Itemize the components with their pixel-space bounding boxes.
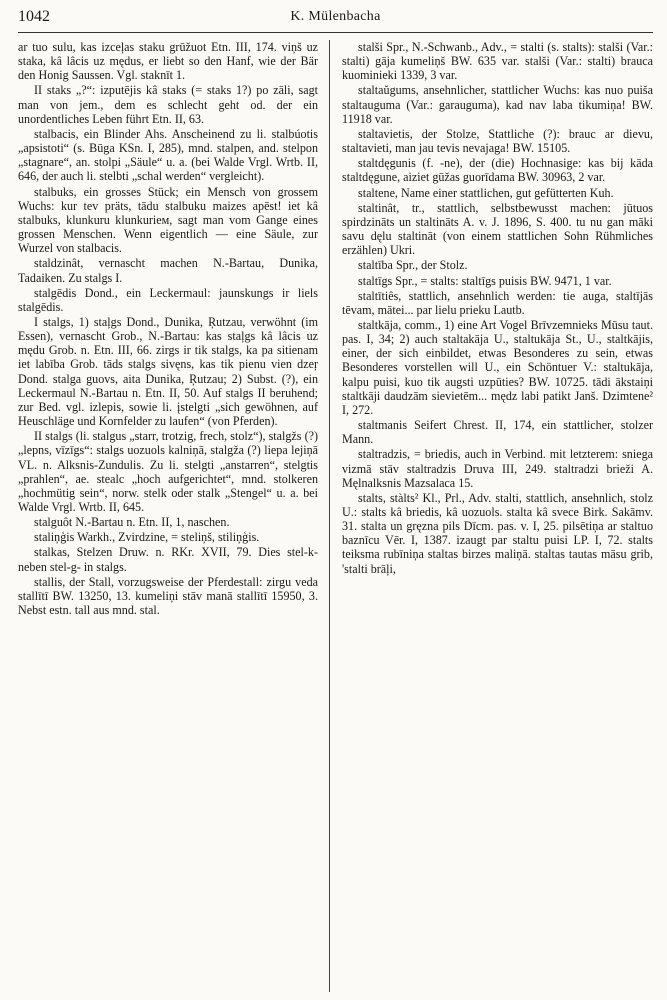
dictionary-entry: stalši Spr., N.-Schwanb., Adv., = stalti (s. stalts): stalši (Var.: stalti) gāja kumeliņš BW. 635 var. stalši (Var.: stalti) brauca kuominieki 1339, 3 var. [342,40,653,83]
dictionary-entry: stalbuks, ein grosses Stück; ein Mensch von grossem Wuchs: kur tev präts, tādu stalbuku maizes apēst! iet kâ stalbuks, klunkuru klunkurieм, sagt man vom Gange eines grossen Menschen. Wenn eigentlich — eine Säule, zur Wurzel von stalbacis. [18,184,318,256]
dictionary-entry: stalkas, Stelzen Druw. n. RKr. XVII, 79. Dies stel-k- neben stel-g- in stalgs. [18,545,318,574]
page-header [18,6,653,33]
column-divider [329,40,330,992]
dictionary-entry: staltinât, tr., stattlich, selbstbewusst machen: jūtuos spirdzināts un staltināts A. v. J. 1896, S. 400. tu nu gan māki savu dęlu staltināt (von einem stattlichen Sohn Rühmliches erzählen) Ukri. [342,200,653,258]
running-head: K. Mülenbacha [290,9,381,24]
dictionary-entry: stalgēdis Dond., ein Leckermaul: jaunskungs ir liels stalgēdis. [18,285,318,314]
dictionary-entry: staltaŭgums, ansehnlicher, stattlicher Wuchs: kas nuo puiša staltauguma (Var.: garauguma), kad nav laba tikumiņa! BW. 11918 var. [342,83,653,126]
dictionary-entry: staltītiês, stattlich, ansehnlich werden: tie auga, staltījās tēvam, mātei... par lielu prieku Lautb. [342,288,653,317]
dictionary-entry: staltība Spr., der Stolz. [358,258,468,273]
right-column [342,40,653,998]
dictionary-entry: staltīgs Spr., = stalts: staltīgs puisis BW. 9471, 1 var. [358,273,612,288]
dictionary-entry: stallis, der Stall, vorzugsweise der Pferdestall: zirgu veda stallītī BW. 13250, 13. kumeliņi stāv manā stallītī 15950, 3. Nebst estn. tall aus mnd. stal. [18,574,318,618]
dictionary-entry: stalguôt N.-Bartau n. Etn. II, 1, naschen. [34,515,230,530]
dictionary-entry: II stalgs (li. stalgus „starr, trotzig, frech, stolz“), stalgžs (?) „lepns, vīzīgs“: stalgs uozuols kalniņā, stalgža (?) liepa lejiņā VL. n. Alksnis-Zundulis. Zu li. stelgti „anstarren“, stelgtis „prahlen“, ae. stealc „hoch aufgerichtet“, mnd. stolkeren „hochmütig sein“, norw. stelk oder stalk „Stengel“ u. a. bei Walde Vrgl. Wrtb. II, 645. [18,429,318,514]
dictionary-entry: staltene, Name einer stattlichen, gut gefütterten Kuh. [358,185,614,200]
dictionary-entry: staltmanis Seifert Chrest. II, 174, ein stattlicher, stolzer Mann. [342,418,653,447]
dictionary-entry: staldzinât, vernascht machen N.-Bartau, Dunika, Tadaiken. Zu stalgs I. [18,256,318,285]
left-column [18,40,318,998]
dictionary-entry: staltradzis, = briedis, auch in Verbind. mit letzterem: sniega vizmā stāv staltradzis Druva III, 249. staltradzi brieži A. Męlnalksnis Mazsalaca 15. [342,447,653,490]
dictionary-entry: stalts, stàlts² Kl., Prl., Adv. stalti, stattlich, ansehnlich, stolz U.: stalts kâ briedis, kâ uozuols. stalta kâ svece Birk. Sakāmv. 31. stalta un gręzna pils Dīcm. pas. v. I, 25. pilsētiņa ar staltuo baznīcu Vēr. I, 1387. izaugt par staltu puisi LP. I, 72. stalts teiksma rubīniņa staltas birzes maliņā. staltas tautas māsu grib, 'stalti brāļi, [342,490,653,576]
dictionary-entry: II staks „?“: izputējis kâ staks (= staks 1?) po zāli, sagt man von jem., dem es schlecht geht od. der ein unordentliches Leben führt Etn. II, 63. [18,83,318,126]
dictionary-entry: staltdęgunis (f. -ne), der (die) Hochnasige: kas bij kāda staltdęgune, aiziet gūžas guorīdama BW. 30963, 2 var. [342,156,653,185]
dictionary-entry: ar tuo sulu, kas izceļas staku grūžuot Etn. III, 174. viņš uz staka, kâ lâcis uz mędus, er liebt so den Hanf, wie der Bär den Honig Saussen. Vgl. staknīt 1. [18,40,318,83]
dictionary-entry: staltavietis, der Stolze, Stattliche (?): brauc ar dievu, staltavieti, man jau tevis nevajaga! BW. 15105. [342,126,653,156]
dictionary-entry: staliņģis Warkh., Zvirdzine, = steliņš, stiliņģis. [34,530,260,545]
page-number: 1042 [18,8,50,25]
dictionary-entry: staltkāja, comm., 1) eine Art Vogel Brīvzemnieks Mūsu taut. pas. I, 34; 2) auch staltakāja U., staltukāja St., U., staltkājis, einer, der sich einbildet, etwas Besonderes zu sein, etwas Besonderes vorstellen will U., ein Schöntuer V.: staltukāja, kalpu puisi, kuo tik augsti uzpūties? BW. 10725. tādi ākstaiņi staltkāji daudzām sievietēm... mędz labi patikt Janš. Dzimtene² I, 272. [342,317,653,417]
dictionary-entry: I stalgs, 1) staļgs Dond., Dunika, Ŗutzau, verwöhnt (im Essen), vernascht Grob., N.-Bartau: kas staļgs kâ lâcis uz mędu Grob. n. Etn. III, 66. zirgs ir tik stalgs, ka pa sitienam iet labība Grob. tāds stalgs sivęns, kas tik pienu vien dzeŗ Dond. stalga guovs, aita Dunika, Ŗutzau; 2) Subst. (?), ein Leckermaul N.-Bartau n. Etn. II, 50. Auf stalgs II beruhend; zur Bed. vgl. izlepis, sowie li. įstelgti „sich gewöhnen, auf Heuschläge und Kornfelder zu laufen“ (von Pferden). [18,314,318,429]
dictionary-entry: stalbacis, ein Blinder Ahs. Anscheinend zu li. stalbúotis „apsistoti“ (s. Būga KSn. I, 285), mnd. stalpen, and. stelpon „stagnare“, an. stolpi „Säule“ u. a. (bei Walde Vrgl. Wrtb. II, 646, der auch li. stelbti „schal werden“ vergleicht). [18,126,318,184]
